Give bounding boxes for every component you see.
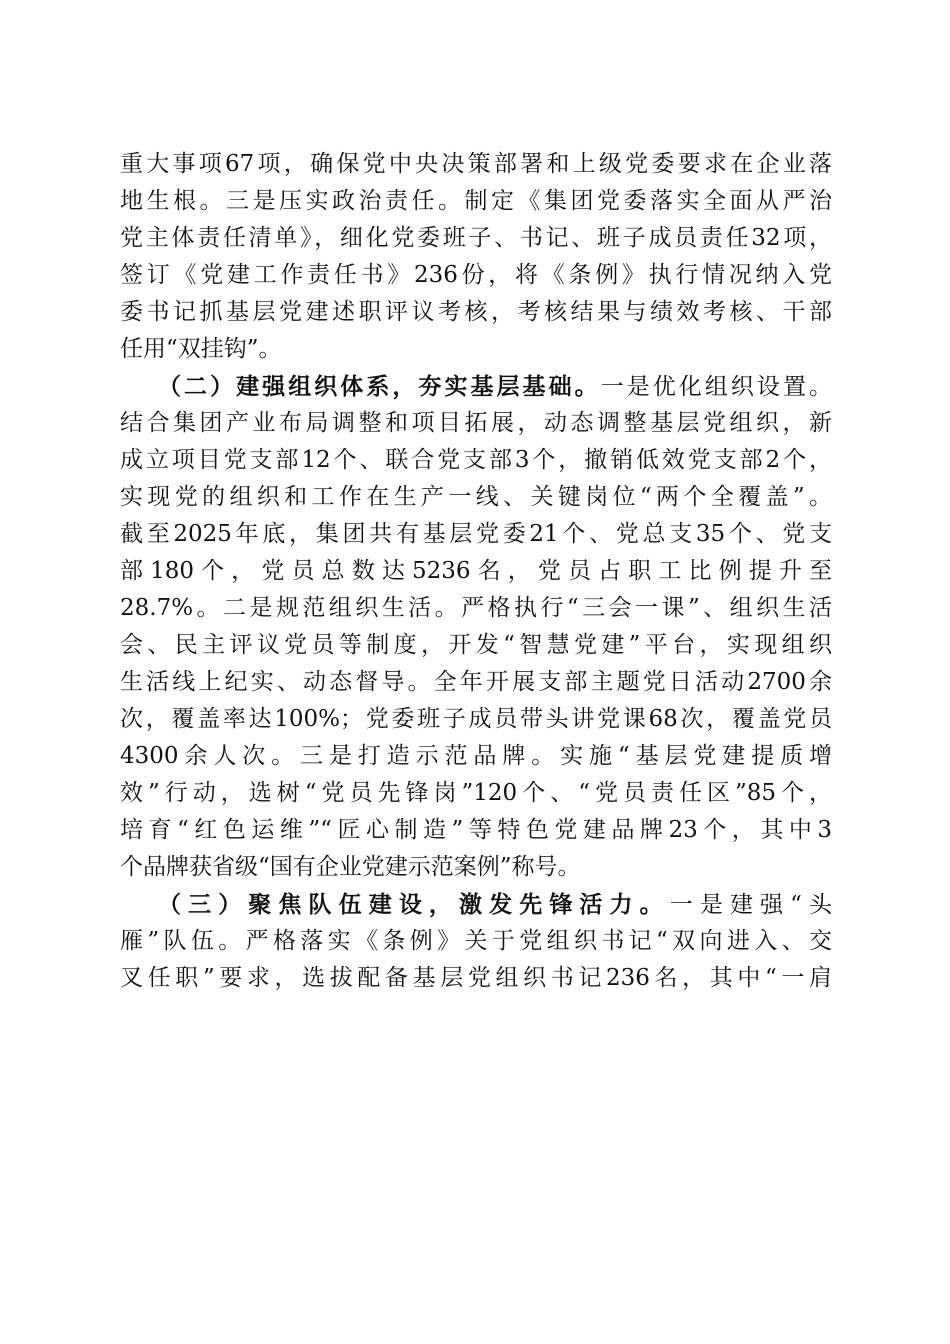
section-heading: （二）建强组织体系，夯实基层基础。 xyxy=(158,373,601,400)
paragraph-first-line xyxy=(120,368,832,405)
text-line: 生活线上纪实、动态督导。全年开展支部主题党日活动2700余 xyxy=(120,669,832,695)
text-line: 部180个，党员总数达5236名，党员占职工比例提升至 xyxy=(120,558,832,584)
paragraph-1 xyxy=(120,146,832,368)
text-line: 委书记抓基层党建述职评议考核，考核结果与绩效考核、干部 xyxy=(120,299,832,325)
text-run: 一是优化组织设置。 xyxy=(600,374,833,400)
text-line: 签订《党建工作责任书》236份，将《条例》执行情况纳入党 xyxy=(120,262,832,288)
document-body xyxy=(120,146,832,997)
text-line: 叉任职”要求，选拔配备基层党组织书记236名，其中“一肩 xyxy=(120,965,832,991)
text-line: 成立项目党支部12个、联合党支部3个，撤销低效党支部2个， xyxy=(120,447,832,473)
text-line: 效”行动，选树“党员先锋岗”120个、“党员责任区”85个， xyxy=(120,780,832,806)
text-line: 结合集团产业布局调整和项目拓展，动态调整基层党组织，新 xyxy=(120,410,832,436)
text-line: 重大事项67项，确保党中央决策部署和上级党委要求在企业落 xyxy=(120,151,832,177)
paragraph-2 xyxy=(120,368,832,886)
text-line: 地生根。三是压实政治责任。制定《集团党委落实全面从严治 xyxy=(120,188,832,214)
text-line: 个品牌获省级“国有企业党建示范案例”称号。 xyxy=(120,854,581,880)
text-line: 4300余人次。三是打造示范品牌。实施“基层党建提质增 xyxy=(120,743,832,769)
paragraph-first-line xyxy=(120,886,832,923)
text-run: 一是建强“头 xyxy=(669,892,833,918)
text-line: 会、民主评议党员等制度，开发“智慧党建”平台，实现组织 xyxy=(120,632,832,658)
text-line: 截至2025年底，集团共有基层党委21个、党总支35个、党支 xyxy=(120,521,832,547)
text-line: 任用“双挂钩”。 xyxy=(120,336,282,362)
text-line: 雁”队伍。严格落实《条例》关于党组织书记“双向进入、交 xyxy=(120,928,832,954)
text-line: 28.7%。二是规范组织生活。严格执行“三会一课”、组织生活 xyxy=(120,595,832,621)
text-line: 次，覆盖率达100%；党委班子成员带头讲党课68次，覆盖党员 xyxy=(120,706,832,732)
section-heading: （三）聚焦队伍建设，激发先锋活力。 xyxy=(158,891,670,918)
text-line: 实现党的组织和工作在生产一线、关键岗位“两个全覆盖”。 xyxy=(120,484,832,510)
paragraph-3 xyxy=(120,886,832,997)
text-line: 党主体责任清单》，细化党委班子、书记、班子成员责任32项， xyxy=(120,225,832,251)
text-line: 培育“红色运维”“匠心制造”等特色党建品牌23个，其中3 xyxy=(120,817,832,843)
